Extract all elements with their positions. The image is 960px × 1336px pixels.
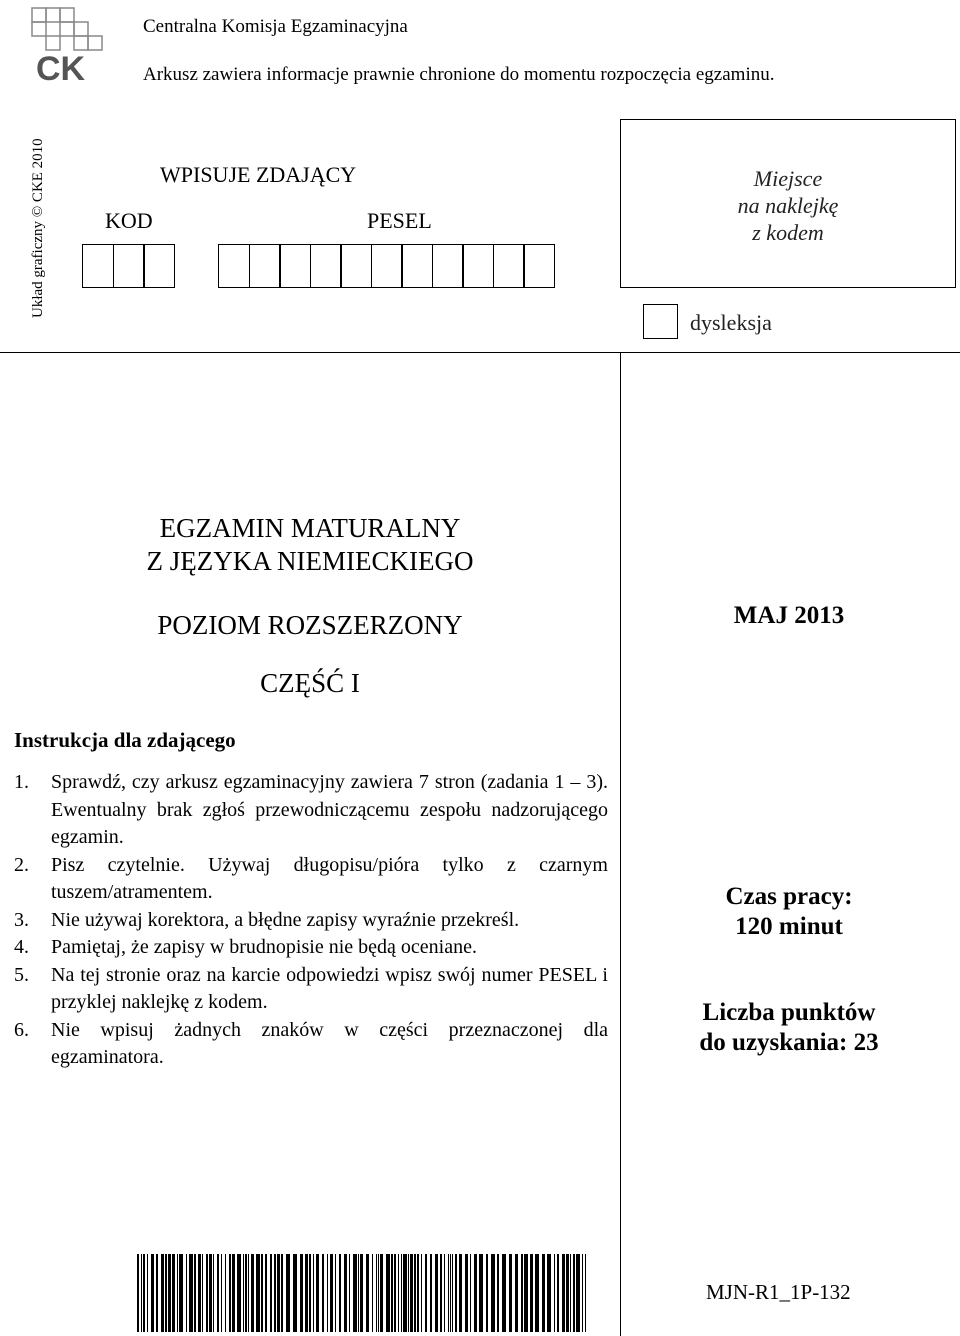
barcode-bar (270, 1254, 272, 1332)
barcode-bar (515, 1254, 518, 1332)
pesel-box[interactable] (432, 244, 464, 288)
barcode-bar (243, 1254, 244, 1332)
pesel-box[interactable] (493, 244, 525, 288)
barcode-bar (452, 1254, 453, 1332)
barcode-bar (300, 1254, 303, 1332)
barcode-bar (165, 1254, 167, 1332)
pesel-box[interactable] (249, 244, 281, 288)
instruction-item: 4. Pamiętaj, że zapisy w brudnopisie nie będą oceniane. (14, 936, 477, 958)
barcode-bar (217, 1254, 219, 1332)
barcode-bar (335, 1254, 336, 1332)
pesel-box[interactable] (310, 244, 342, 288)
points-info (622, 998, 956, 1058)
barcode-bar (448, 1254, 449, 1332)
barcode-bar (430, 1254, 432, 1332)
barcode-bar (232, 1254, 235, 1332)
barcode-bar (172, 1254, 175, 1332)
barcode-bar (547, 1254, 551, 1332)
time-value: 120 minut (735, 913, 843, 940)
barcode-bar (491, 1254, 495, 1332)
time-label: Czas pracy: (725, 883, 853, 910)
barcode-bar (156, 1254, 158, 1332)
barcode-bar (245, 1254, 247, 1332)
barcode-bar (137, 1254, 139, 1332)
barcode-bar (225, 1254, 226, 1332)
vertical-divider (620, 352, 621, 1336)
barcode-bar (455, 1254, 457, 1332)
barcode-bar (573, 1254, 575, 1332)
barcode-bar (378, 1254, 379, 1332)
barcode-bar (198, 1254, 201, 1332)
barcode-bar (339, 1254, 341, 1332)
copyright-note: Układ graficzny © CKE 2010 (30, 138, 46, 318)
barcode-bar (582, 1254, 583, 1332)
barcode-bar (474, 1254, 477, 1332)
barcode-bar (161, 1254, 164, 1332)
barcode-bar (256, 1254, 260, 1332)
barcode-bar (168, 1254, 171, 1332)
instruction-item: 3. Nie używaj korektora, a błędne zapisy wyraźnie przekreśl. (14, 908, 520, 931)
barcode-bar (570, 1254, 571, 1332)
barcode-bar (206, 1254, 208, 1332)
barcode-bar (305, 1254, 308, 1332)
barcode-bar (414, 1254, 416, 1332)
barcode-bar (391, 1254, 393, 1332)
barcode-bar (497, 1254, 499, 1332)
barcode-bar (521, 1254, 523, 1332)
barcode-bar (486, 1254, 488, 1332)
barcode-bar (576, 1254, 580, 1332)
pesel-box[interactable] (523, 244, 555, 288)
barcode-bar (344, 1254, 347, 1332)
barcode-bar (316, 1254, 319, 1332)
cke-logo (28, 4, 108, 86)
barcode-bar (479, 1254, 483, 1332)
kod-box[interactable] (82, 244, 114, 288)
barcode-bar (209, 1254, 212, 1332)
barcode-bar (524, 1254, 528, 1332)
barcode-bar (360, 1254, 363, 1332)
candidate-heading: WPISUJE ZDAJĄCY (160, 162, 357, 187)
barcode-bar (470, 1254, 471, 1332)
pesel-label: PESEL (367, 208, 432, 233)
barcode-bar (151, 1254, 154, 1332)
barcode-bar (265, 1254, 267, 1332)
barcode-bar (213, 1254, 214, 1332)
barcode-bar (530, 1254, 533, 1332)
barcode-bar (358, 1254, 359, 1332)
barcode-bar (313, 1254, 314, 1332)
barcode-bar (372, 1254, 373, 1332)
barcode-bar (261, 1254, 263, 1332)
barcode-bar (141, 1254, 142, 1332)
kod-boxes[interactable] (82, 244, 174, 288)
svg-text:CK: CK (36, 50, 86, 86)
points-label: Liczba punktów (702, 999, 876, 1026)
barcode-bar (281, 1254, 283, 1332)
barcode-bar (376, 1254, 377, 1332)
barcode-bar (251, 1254, 254, 1332)
barcode-bar (444, 1254, 445, 1332)
barcode-bar (585, 1254, 586, 1332)
barcode-bar (408, 1254, 409, 1332)
barcode-bar (401, 1254, 402, 1332)
barcode-bar (221, 1254, 222, 1332)
barcode-bar (322, 1254, 324, 1332)
barcode-bar (425, 1254, 427, 1332)
barcode-bar (186, 1254, 187, 1332)
instructions-heading: Instrukcja dla zdającego (14, 728, 236, 752)
exam-part: CZĘŚĆ I (260, 668, 360, 698)
barcode-bar (421, 1254, 422, 1332)
barcode-bar (353, 1254, 357, 1332)
barcode-bar (465, 1254, 468, 1332)
barcode-bar (403, 1254, 407, 1332)
pesel-box[interactable] (279, 244, 311, 288)
instruction-item: 2. Pisz czytelnie. Używaj długopisu/pióra tylko z czarnym tuszem/atramentem. (14, 853, 608, 903)
kod-box[interactable] (143, 244, 175, 288)
barcode-bar (143, 1254, 145, 1332)
barcode-bar (398, 1254, 399, 1332)
barcode-bar (440, 1254, 442, 1332)
barcode-bar (349, 1254, 350, 1332)
barcode-bar (450, 1254, 451, 1332)
barcode-bar (509, 1254, 512, 1332)
barcode-bar (435, 1254, 438, 1332)
exam-session: MAJ 2013 (733, 602, 845, 629)
pesel-box[interactable] (371, 244, 403, 288)
kod-label: KOD (105, 208, 153, 233)
instruction-item: 6. Nie wpisuj żadnych znaków w części przeznaczonej dla egzaminatora. (14, 1018, 608, 1068)
barcode-bar (177, 1254, 178, 1332)
barcode-bar (535, 1254, 539, 1332)
barcode-bar (293, 1254, 297, 1332)
barcode-bar (386, 1254, 390, 1332)
time-info (622, 882, 956, 942)
exam-level: POZIOM ROZSZERZONY (157, 610, 463, 640)
barcode-bar (327, 1254, 328, 1332)
barcode-bar (459, 1254, 462, 1332)
barcode-bar (394, 1254, 396, 1332)
pesel-boxes[interactable] (218, 244, 554, 288)
kod-box[interactable] (113, 244, 145, 288)
barcode-bar (330, 1254, 333, 1332)
barcode-bar (554, 1254, 555, 1332)
barcode-bar (229, 1254, 231, 1332)
dyslexia-label: dysleksja (690, 310, 772, 335)
barcode-bar (286, 1254, 290, 1332)
barcode-bar (562, 1254, 565, 1332)
barcode-bar (502, 1254, 506, 1332)
confidentiality-notice: Arkusz zawiera informacje prawnie chronione do momentu rozpoczęcia egzaminu. (143, 64, 775, 85)
barcode-bar (194, 1254, 196, 1332)
barcode-bar (417, 1254, 419, 1332)
barcode-bar (542, 1254, 545, 1332)
barcode-bar (179, 1254, 183, 1332)
instruction-item: 5. Na tej stronie oraz na karcie odpowiedzi wpisz swój numer PESEL i przyklej naklejkę z kodem. (14, 963, 608, 1013)
sticker-place-label: Miejsce na naklejkę z kodem (737, 166, 839, 245)
barcode-bar (309, 1254, 311, 1332)
points-value: do uzyskania: 23 (699, 1029, 879, 1056)
barcode-bar (248, 1254, 249, 1332)
barcode-bar (277, 1254, 280, 1332)
pesel-box[interactable] (340, 244, 372, 288)
barcode-bar (380, 1254, 383, 1332)
exam-subject: Z JĘZYKA NIEMIECKIEGO (146, 546, 474, 576)
barcode-bar (202, 1254, 203, 1332)
pesel-box[interactable] (401, 244, 433, 288)
sheet-code: MJN-R1_1P-132 (706, 1280, 851, 1304)
organization-name: Centralna Komisja Egzaminacyjna (143, 16, 408, 37)
barcode-bar (237, 1254, 241, 1332)
barcode-bar (147, 1254, 148, 1332)
barcode-bar (274, 1254, 276, 1332)
barcode-bar (410, 1254, 413, 1332)
horizontal-divider (0, 352, 960, 353)
instructions-list (14, 769, 608, 1072)
pesel-box[interactable] (218, 244, 250, 288)
instruction-item: 1. Sprawdź, czy arkusz egzaminacyjny zawiera 7 stron (zadania 1 – 3). Ewentualny brak zgłoś przewodniczącemu zespołu nadzorującego egzamin. (14, 771, 608, 848)
dyslexia-checkbox[interactable] (643, 304, 678, 339)
barcode-bar (366, 1254, 369, 1332)
exam-title: EGZAMIN MATURALNY (159, 513, 461, 543)
pesel-box[interactable] (462, 244, 494, 288)
barcode (137, 1254, 592, 1332)
barcode-bar (557, 1254, 559, 1332)
barcode-bar (566, 1254, 569, 1332)
barcode-bar (189, 1254, 193, 1332)
